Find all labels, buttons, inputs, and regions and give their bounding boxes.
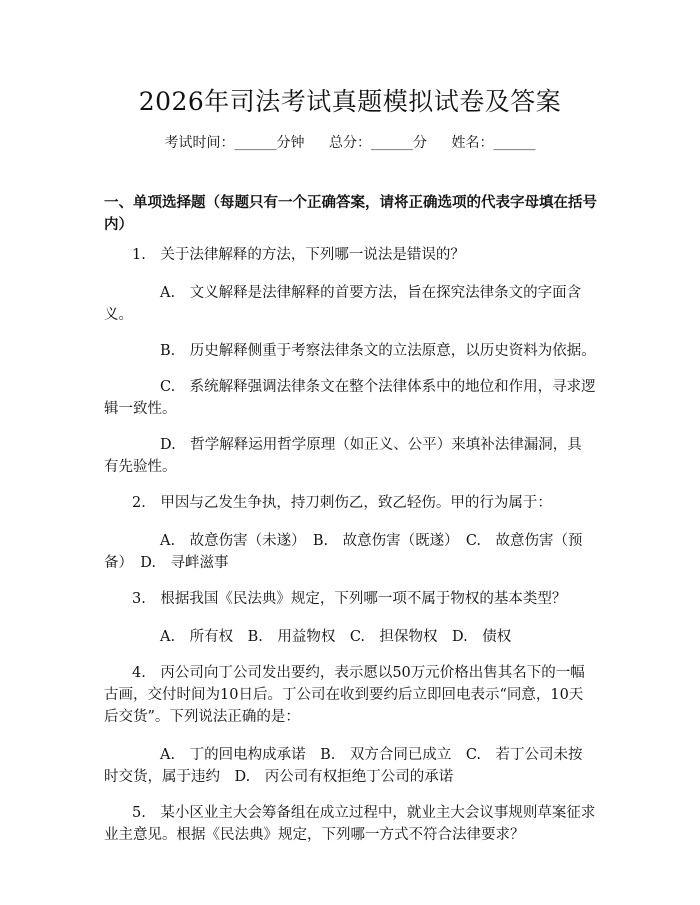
exam-time: 考试时间：______分钟 — [164, 135, 305, 151]
exam-meta — [0, 132, 700, 152]
question-list — [104, 244, 596, 862]
question-1-option-c: C. 系统解释强调法律条文在整个法律体系中的地位和作用，寻求逻辑一致性。 — [104, 379, 596, 417]
question-5: 5. 某小区业主大会筹备组在成立过程中，就业主大会议事规则草案征求业主意见。根据《民法典》规定，下列哪一方式不符合法律要求？ — [104, 805, 596, 843]
question-1-option-b: B. 历史解释侧重于考察法律条文的立法原意，以历史资料为依据。 — [160, 343, 596, 359]
question-1-option-d: D. 哲学解释运用哲学原理（如正义、公平）来填补法律漏洞，具有先验性。 — [104, 437, 582, 475]
question-2: 2. 甲因与乙发生争执，持刀刺伤乙，致乙轻伤。甲的行为属于： — [132, 495, 552, 511]
question-3-options: A. 所有权 B. 用益物权 C. 担保物权 D. 债权 — [160, 629, 512, 645]
question-4: 4. 丙公司向丁公司发出要约，表示愿以50万元价格出售其名下的一幅古画，交付时间为10日后。丁公司在收到要约后立即回电表示“同意，10天后交货”。下列说法正确的是： — [104, 665, 585, 725]
question-3: 3. 根据我国《民法典》规定，下列哪一项不属于物权的基本类型？ — [132, 591, 567, 607]
page-title: 2026年司法考试真题模拟试卷及答案 — [138, 87, 562, 116]
section-heading: 一、单项选择题（每题只有一个正确答案，请将正确选项的代表字母填在括号内） — [104, 195, 597, 233]
question-1-option-a: A. 文义解释是法律解释的首要方法，旨在探究法律条文的字面含义。 — [104, 285, 582, 323]
exam-score: 总分：______分 — [329, 135, 427, 151]
exam-name: 姓名：______ — [451, 135, 536, 151]
question-1: 1. 关于法律解释的方法，下列哪一说法是错误的？ — [132, 247, 465, 263]
question-2-options: A. 故意伤害（未遂） B. 故意伤害（既遂） C. 故意伤害（预备） D. 寻衅滋事 — [104, 533, 583, 571]
question-4-options: A. 丁的回电构成承诺 B. 双方合同已成立 C. 若丁公司未按时交货，属于违约 D. 丙公司有权拒绝丁公司的承诺 — [104, 747, 583, 785]
